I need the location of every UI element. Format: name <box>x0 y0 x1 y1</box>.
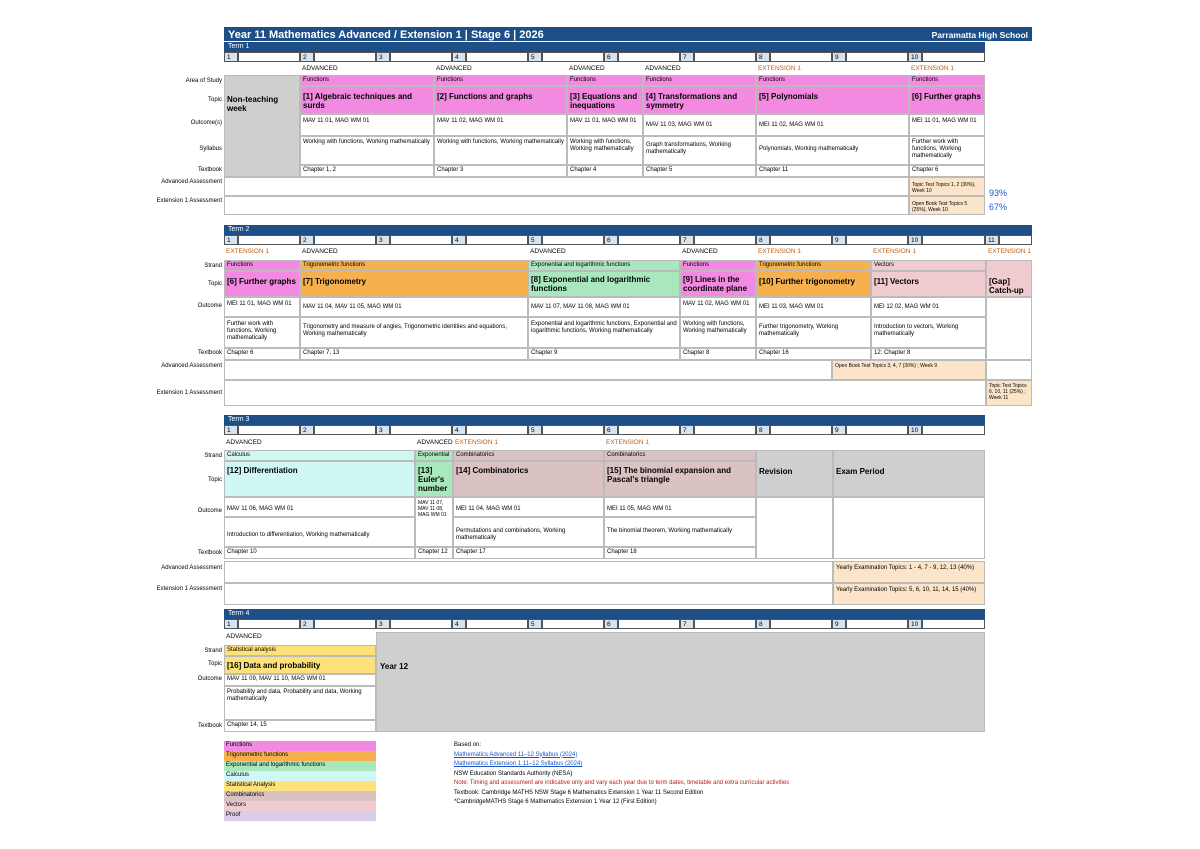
week-grid <box>922 619 985 629</box>
course-label: ADVANCED <box>226 633 262 640</box>
unit-textbook: Chapter 7, 13 <box>300 348 528 360</box>
week-grid <box>238 619 300 629</box>
course-label: EXTENSION 1 <box>455 439 498 446</box>
week-grid <box>694 235 756 245</box>
legend-proof: Proof <box>224 811 376 821</box>
unit-topic: [14] Combinatorics <box>453 461 604 497</box>
unit-syllabus: Trigonometry and measure of angles, Trigonometric identities and equations, Working mathematically <box>300 317 528 348</box>
week-grid <box>846 425 908 435</box>
unit-strand: Calculus <box>224 450 415 461</box>
unit-outcome: MAV 11 09, MAV 11 10, MAG WM 01 <box>224 674 376 686</box>
week-cell: 1 <box>224 425 238 435</box>
row-label: Topic <box>207 97 222 103</box>
unit-topic: [10] Further trigonometry <box>756 271 871 297</box>
week-cell: 2 <box>300 425 314 435</box>
unit-textbook: Chapter 10 <box>224 547 415 559</box>
unit-strand: Exponential <box>415 450 453 461</box>
unit-textbook: Chapter 8 <box>680 348 756 360</box>
week-grid <box>770 52 832 62</box>
week-grid <box>238 52 300 62</box>
week-cell: 3 <box>376 52 390 62</box>
textbook-note-2: *CambridgeMATHS Stage 6 Mathematics Extension 1 Year 12 (First Edition) <box>454 799 657 805</box>
legend-calculus: Calculus <box>224 771 376 781</box>
row-label: Syllabus <box>199 146 222 152</box>
non-teaching-week <box>224 75 300 177</box>
week-grid <box>390 425 452 435</box>
week-cell: 5 <box>528 619 542 629</box>
unit-topic: [9] Lines in the coordinate plane <box>680 271 756 297</box>
unit-topic: [5] Polynomials <box>756 86 909 114</box>
row-label: Strand <box>204 453 222 459</box>
unit-syllabus: Polynomials, Working mathematically <box>756 136 909 165</box>
unit-textbook: Chapter 6 <box>909 165 985 177</box>
advanced-assessment: Open Book Test Topics 3, 4, 7 (30%) ; Week 9 <box>832 360 986 380</box>
unit-textbook: Chapter 16 <box>756 348 871 360</box>
page-title: Year 11 Mathematics Advanced / Extension 1 | Stage 6 | 2026 <box>228 29 544 41</box>
week-cell: 10 <box>908 619 922 629</box>
week-cell: 8 <box>756 619 770 629</box>
week-cell: 5 <box>528 235 542 245</box>
unit-textbook: Chapter 9 <box>528 348 680 360</box>
course-label: EXTENSION 1 <box>911 65 954 72</box>
week-grid <box>466 619 528 629</box>
week-cell: 2 <box>300 235 314 245</box>
course-label: ADVANCED <box>302 65 338 72</box>
course-label: EXTENSION 1 <box>758 248 801 255</box>
unit-topic: [3] Equations and inequations <box>567 86 643 114</box>
unit-syllabus: Working with functions, Working mathematically <box>567 136 643 165</box>
week-cell: 6 <box>604 235 618 245</box>
week-grid <box>770 425 832 435</box>
unit-strand: Trigonometric functions <box>756 260 871 271</box>
term2-bar: Term 2 <box>224 225 1032 235</box>
course-label: ADVANCED <box>569 65 605 72</box>
week-grid <box>922 425 985 435</box>
unit-topic: [2] Functions and graphs <box>434 86 567 114</box>
unit-outcome: MAV 11 01, MAG WM 01 <box>567 114 643 136</box>
week-grid <box>618 52 680 62</box>
week-cell: 4 <box>452 52 466 62</box>
non-teaching-label: Non-teaching week <box>227 95 279 113</box>
week-grid <box>846 52 908 62</box>
week-cell: 1 <box>224 235 238 245</box>
term3-week-row <box>224 425 985 435</box>
week-cell: 4 <box>452 619 466 629</box>
unit-outcome: MAV 11 07, MAV 11 08, MAG WM 01 <box>528 297 680 317</box>
unit-syllabus: Working with functions, Working mathematically <box>434 136 567 165</box>
row-label: Strand <box>204 263 222 269</box>
week-grid <box>694 425 756 435</box>
legend-functions: Functions <box>224 741 376 751</box>
unit-outcome: MAV 11 04, MAV 11 05, MAG WM 01 <box>300 297 528 317</box>
unit-textbook: Chapter 1, 2 <box>300 165 434 177</box>
week-grid <box>694 619 756 629</box>
course-label: EXTENSION 1 <box>758 65 801 72</box>
row-label: Topic <box>207 281 222 287</box>
week-grid <box>466 52 528 62</box>
unit-topic: [12] Differentiation <box>224 461 415 497</box>
unit-strand: Statistical analysis <box>224 645 376 656</box>
unit-topic: [16] Data and probability <box>224 656 376 674</box>
unit-topic: [13] Euler's number <box>415 461 453 497</box>
unit-strand: Combinatorics <box>453 450 604 461</box>
course-label: ADVANCED <box>302 248 338 255</box>
unit-syllabus: Permutations and combinations, Working mathematically <box>453 517 604 547</box>
unit-syllabus: Exponential and logarithmic functions, Exponential and logarithmic functions, Working mathematically <box>528 317 680 348</box>
legend-trigonometric: Trigonometric functions <box>224 751 376 761</box>
unit-empty <box>756 497 833 559</box>
unit-syllabus: Further work with functions, Working mathematically <box>909 136 985 165</box>
unit-textbook: Chapter 12 <box>415 547 453 559</box>
advanced-assessment: Topic Test Topics 1, 2 (30%), Week 10 <box>909 177 985 196</box>
week-cell: 9 <box>832 425 846 435</box>
term4-week-row <box>224 619 985 629</box>
week-cell: 3 <box>376 619 390 629</box>
legend-vectors: Vectors <box>224 801 376 811</box>
course-label: EXTENSION 1 <box>226 248 269 255</box>
row-label: Outcome <box>197 676 222 682</box>
advanced-syllabus-link[interactable]: Mathematics Advanced 11–12 Syllabus (2024) <box>454 751 578 758</box>
unit-outcome: MAV 11 02, MAG WM 01 <box>680 297 756 317</box>
unit-strand: Vectors <box>871 260 986 271</box>
week-grid <box>694 52 756 62</box>
unit-syllabus: Further work with functions, Working mathematically <box>224 317 300 348</box>
unit-syllabus: Working with functions, Working mathematically <box>300 136 434 165</box>
unit-syllabus: Introduction to differentiation, Working mathematically <box>224 517 415 547</box>
week-grid <box>846 619 908 629</box>
course-label: ADVANCED <box>530 248 566 255</box>
course-label: EXTENSION 1 <box>606 439 649 446</box>
week-cell: 6 <box>604 619 618 629</box>
unit-strand: Functions <box>909 75 985 86</box>
unit-strand: Functions <box>224 260 300 271</box>
week-grid <box>922 235 985 245</box>
advanced-assessment: Yearly Examination Topics: 1 - 4, 7 - 9, 12, 13 (40%) <box>833 561 985 583</box>
week-cell: 1 <box>224 52 238 62</box>
school-name: Parramatta High School <box>931 30 1028 40</box>
week-cell: 8 <box>756 425 770 435</box>
week-grid <box>390 52 452 62</box>
unit-outcome: MAV 11 03, MAG WM 01 <box>643 114 756 136</box>
course-label: ADVANCED <box>682 248 718 255</box>
row-label: Textbook <box>197 167 222 173</box>
advanced-assessment-row <box>224 360 832 380</box>
week-cell: 7 <box>680 52 694 62</box>
term4-bar: Term 4 <box>224 609 985 619</box>
based-on-label: Based on: <box>454 742 482 748</box>
week-cell: 6 <box>604 425 618 435</box>
unit-textbook: Chapter 17 <box>453 547 604 559</box>
unit-strand: Functions <box>567 75 643 86</box>
row-label: Extension 1 Assessment <box>156 586 222 592</box>
term1-bar: Term 1 <box>224 42 985 52</box>
week-cell: 9 <box>832 235 846 245</box>
week-grid <box>770 235 832 245</box>
week-cell: 10 <box>908 425 922 435</box>
term2-week-row <box>224 235 1032 245</box>
unit-strand: Combinatorics <box>604 450 756 461</box>
page-header <box>224 27 1032 41</box>
notes-block <box>454 741 974 808</box>
extension-assessment-row <box>224 583 833 605</box>
advanced-assessment-row <box>224 561 833 583</box>
year12-label: Year 12 <box>380 662 409 671</box>
unit-syllabus: Further trigonometry, Working mathematically <box>756 317 871 348</box>
unit-outcome: MAV 11 07, MAV 11 08, MAG WM 01 <box>415 497 453 547</box>
week-cell: 4 <box>452 425 466 435</box>
row-label: Extension 1 Assessment <box>156 390 222 396</box>
row-label: Textbook <box>197 550 222 556</box>
unit-strand: Functions <box>643 75 756 86</box>
week-grid <box>238 235 300 245</box>
unit-outcome: MEI 12 02, MAG WM 01 <box>871 297 986 317</box>
unit-topic: [1] Algebraic techniques and surds <box>300 86 434 114</box>
unit-outcome: MEI 11 05, MAG WM 01 <box>604 497 756 517</box>
row-label: Outcome <box>197 303 222 309</box>
unit-topic: [Gap] Catch-up <box>986 260 1032 297</box>
week-cell: 8 <box>756 235 770 245</box>
timing-note: Note: Timing and assessment are indicative only and vary each year due to term dates, timetable and extra curricular activities <box>454 780 790 786</box>
week-grid <box>770 619 832 629</box>
week-cell: 5 <box>528 52 542 62</box>
unit-outcome: MAV 11 06, MAG WM 01 <box>224 497 415 517</box>
unit-syllabus: Introduction to vectors, Working mathematically <box>871 317 986 348</box>
unit-syllabus: The binomial theorem, Working mathematically <box>604 517 756 547</box>
unit-outcome: MEI 11 04, MAG WM 01 <box>453 497 604 517</box>
unit-outcome: MEI 11 01, MAG WM 01 <box>909 114 985 136</box>
unit-strand: Functions <box>756 75 909 86</box>
week-cell: 7 <box>680 619 694 629</box>
course-label: ADVANCED <box>645 65 681 72</box>
textbook-note: Textbook: Cambridge MATHS NSW Stage 6 Mathematics Extension 1 Year 11 Second Edition <box>454 789 704 796</box>
week-cell: 7 <box>680 425 694 435</box>
week-grid <box>390 619 452 629</box>
week-cell: 11 <box>985 235 999 245</box>
row-label: Textbook <box>197 350 222 356</box>
week-grid <box>542 235 604 245</box>
unit-topic: [7] Trigonometry <box>300 271 528 297</box>
legend-exponential: Exponential and logarithmic functions <box>224 761 376 771</box>
row-label: Advanced Assessment <box>161 363 222 369</box>
row-label: Outcome(s) <box>190 120 222 126</box>
week-cell: 5 <box>528 425 542 435</box>
extension-assessment-row <box>224 380 986 406</box>
course-label: ADVANCED <box>436 65 472 72</box>
unit-topic: [6] Further graphs <box>224 271 300 297</box>
exam-period-block: Exam Period <box>833 450 985 497</box>
week-grid <box>314 619 376 629</box>
extension-assessment: Open Book Test Topics 5 (25%), Week 10 <box>909 196 985 215</box>
unit-outcome: MEI 11 01, MAG WM 01 <box>224 297 300 317</box>
row-label: Extension 1 Assessment <box>156 198 222 204</box>
row-label: Advanced Assessment <box>161 179 222 185</box>
unit-topic: [4] Transformations and symmetry <box>643 86 756 114</box>
unit-textbook: Chapter 11 <box>756 165 909 177</box>
row-label: Area of Study <box>185 78 222 84</box>
unit-outcome-empty <box>986 297 1032 360</box>
row-label: Textbook <box>197 723 222 729</box>
week-grid <box>390 235 452 245</box>
advanced-assessment-row <box>224 177 909 196</box>
week-cell: 7 <box>680 235 694 245</box>
week-grid <box>922 52 985 62</box>
week-cell: 3 <box>376 235 390 245</box>
legend-combinatorics: Combinatorics <box>224 791 376 801</box>
week-grid <box>466 425 528 435</box>
week-cell: 9 <box>832 52 846 62</box>
week-cell: 10 <box>908 235 922 245</box>
term1-week-row <box>224 52 985 62</box>
unit-topic: [11] Vectors <box>871 271 986 297</box>
extension-assessment: Yearly Examination Topics: 5, 6, 10, 11, 14, 15 (40%) <box>833 583 985 605</box>
row-label: Outcome <box>197 508 222 514</box>
unit-strand: Functions <box>680 260 756 271</box>
week-cell: 8 <box>756 52 770 62</box>
unit-syllabus: Working with functions, Working mathematically <box>680 317 756 348</box>
unit-outcome: MAV 11 02, MAG WM 01 <box>434 114 567 136</box>
row-label: Topic <box>207 661 222 667</box>
extension-syllabus-link[interactable]: Mathematics Extension 1 11–12 Syllabus (2024) <box>454 761 583 767</box>
unit-textbook: Chapter 4 <box>567 165 643 177</box>
week-grid <box>846 235 908 245</box>
week-cell: 6 <box>604 52 618 62</box>
nesa-label: NSW Education Standards Authority (NESA) <box>454 770 573 777</box>
week-cell: 9 <box>832 619 846 629</box>
unit-strand: Trigonometric functions <box>300 260 528 271</box>
unit-outcome: MAV 11 01, MAG WM 01 <box>300 114 434 136</box>
legend-statistical: Statistical Analysis <box>224 781 376 791</box>
unit-outcome: MEI 11 03, MAG WM 01 <box>756 297 871 317</box>
advanced-percentage: 93% <box>989 188 1008 198</box>
year12-block <box>376 632 985 732</box>
unit-topic: [6] Further graphs <box>909 86 985 114</box>
row-label: Strand <box>204 648 222 654</box>
week-grid <box>542 52 604 62</box>
week-cell: 4 <box>452 235 466 245</box>
week-grid <box>314 235 376 245</box>
week-grid <box>542 619 604 629</box>
course-label: EXTENSION 1 <box>988 248 1031 255</box>
unit-strand: Functions <box>434 75 567 86</box>
row-label: Topic <box>207 477 222 483</box>
advanced-assessment-row <box>986 360 1032 380</box>
week-grid <box>542 425 604 435</box>
extension-assessment: Topic Test Topics 6, 10, 11 (25%) ; Week 11 <box>986 380 1032 406</box>
week-grid <box>314 425 376 435</box>
week-cell: 10 <box>908 52 922 62</box>
unit-empty <box>833 497 985 559</box>
week-cell: 2 <box>300 52 314 62</box>
week-grid <box>618 425 680 435</box>
unit-strand: Functions <box>300 75 434 86</box>
course-label: ADVANCED <box>417 439 453 446</box>
week-grid <box>314 52 376 62</box>
term3-bar: Term 3 <box>224 415 985 425</box>
course-label: ADVANCED <box>226 439 262 446</box>
extension-assessment-row <box>224 196 909 215</box>
unit-textbook: 12: Chapter 8 <box>871 348 986 360</box>
unit-textbook: Chapter 6 <box>224 348 300 360</box>
extension-percentage: 67% <box>989 202 1008 212</box>
week-cell: 3 <box>376 425 390 435</box>
week-cell: 1 <box>224 619 238 629</box>
week-cell: 2 <box>300 619 314 629</box>
week-grid <box>238 425 300 435</box>
unit-topic: [8] Exponential and logarithmic functions <box>528 271 680 297</box>
unit-topic: [15] The binomial expansion and Pascal's triangle <box>604 461 756 497</box>
week-grid <box>618 619 680 629</box>
unit-strand: Exponential and logarithmic functions <box>528 260 680 271</box>
unit-outcome: MEI 11 02, MAG WM 01 <box>756 114 909 136</box>
unit-syllabus: Graph transformations, Working mathematically <box>643 136 756 165</box>
row-label: Advanced Assessment <box>161 565 222 571</box>
week-grid <box>999 235 1032 245</box>
revision-block: Revision <box>756 450 833 497</box>
unit-textbook: Chapter 18 <box>604 547 756 559</box>
unit-textbook: Chapter 5 <box>643 165 756 177</box>
unit-syllabus: Probability and data, Probability and data, Working mathematically <box>224 686 376 720</box>
unit-textbook: Chapter 3 <box>434 165 567 177</box>
unit-textbook: Chapter 14, 15 <box>224 720 376 732</box>
course-label: EXTENSION 1 <box>873 248 916 255</box>
week-grid <box>618 235 680 245</box>
week-grid <box>466 235 528 245</box>
